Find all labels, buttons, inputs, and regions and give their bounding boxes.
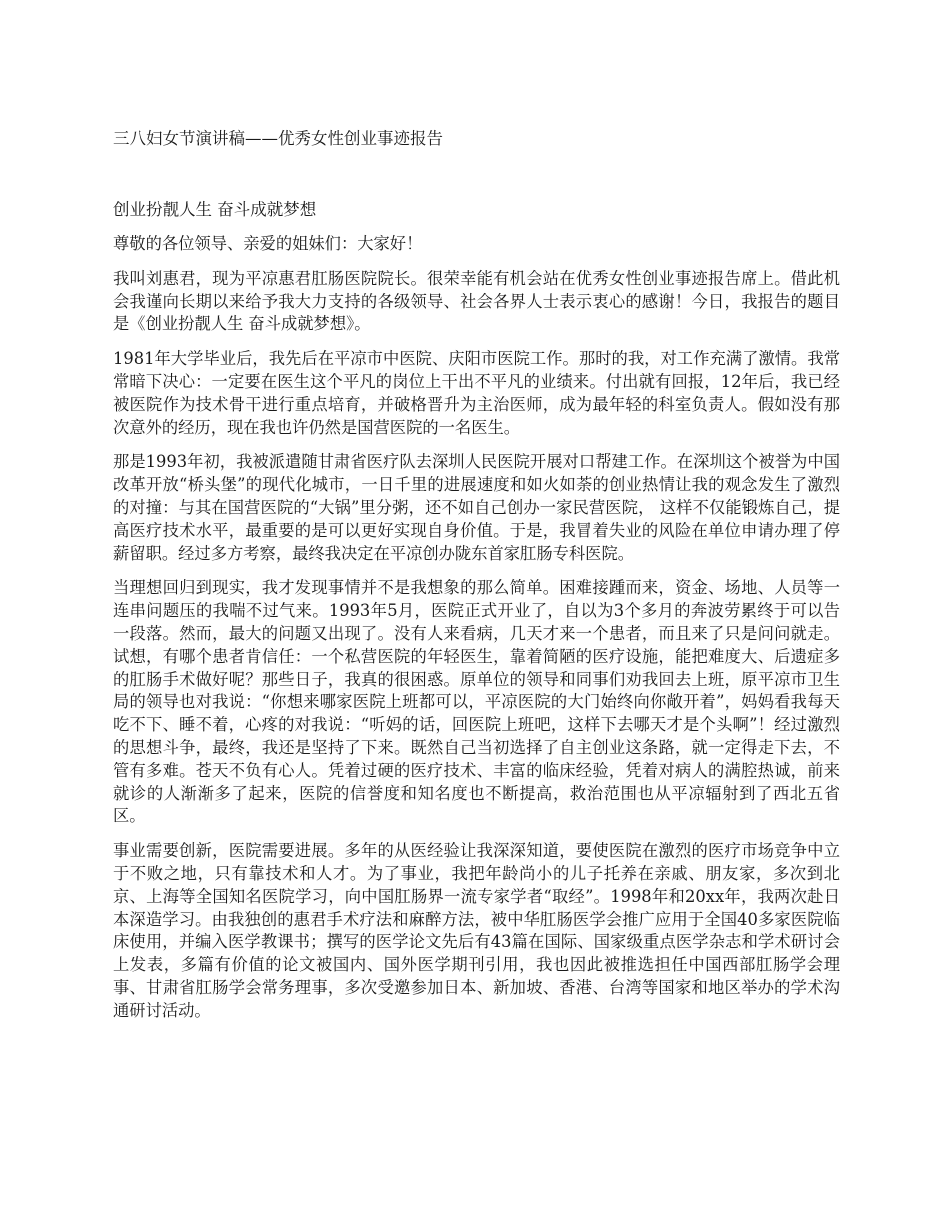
introduction-paragraph: 我叫刘惠君，现为平凉惠君肛肠医院院长。很荣幸能有机会站在优秀女性创业事迹报告席上。借此机会我谨向长期以来给予我大力支持的各级领导、社会各界人士表示衷心的感谢！今日，我报告的题目是《创业扮靓人生 奋斗成就梦想》。: [113, 268, 840, 334]
document-body: [113, 233, 840, 1035]
speech-subtitle: 创业扮靓人生 奋斗成就梦想: [113, 200, 317, 219]
shenzhen-paragraph: 那是1993年初，我被派遣随甘肃省医疗队去深圳人民医院开展对口帮建工作。在深圳这个被誉为中国改革开放“桥头堡”的现代化城市，一日千里的进展速度和如火如荼的创业热情让我的观念发生了激烈的对撞：与其在国营医院的“大锅”里分粥，还不如自己创办一家民营医院， 这样不仅能锻炼自己，提高医疗技术水平，最重要的是可以更好实现自身价值。于是，我冒着失业的风险在单位申请办理了停薪留职。经过多方考察，最终我决定在平凉创办陇东首家肛肠专科医院。: [113, 452, 840, 563]
innovation-paragraph: 事业需要创新，医院需要进展。多年的从医经验让我深深知道，要使医院在激烈的医疗市场竞争中立于不败之地，只有靠技术和人才。为了事业，我把年龄尚小的儿子托养在亲戚、朋友家，多次到北京、上海等全国知名医院学习，向中国肛肠界一流专家学者“取经”。1998年和20xx年，我两次赴日本深造学习。由我独创的惠君手术疗法和麻醉方法，被中华肛肠医学会推广应用于全国40多家医院临床使用，并编入医学教课书；撰写的医学论文先后有43篇在国际、国家级重点医学杂志和学术研讨会上发表，多篇有价值的论文被国内、国外医学期刊引用，我也因此被推选担任中国西部肛肠学会理事、甘肃省肛肠学会常务理事，多次受邀参加日本、新加坡、香港、台湾等国家和地区举办的学术沟通研讨活动。: [113, 841, 840, 1020]
early-career-paragraph: 1981年大学毕业后，我先后在平凉市中医院、庆阳市医院工作。那时的我，对工作充满了激情。我常常暗下决心：一定要在医生这个平凡的岗位上干出不平凡的业绩来。付出就有回报，12年后，我已经被医院作为技术骨干进行重点培育，并破格晋升为主治医师，成为最年轻的科室负责人。假如没有那次意外的经历，现在我也许仍然是国营医院的一名医生。: [113, 349, 840, 437]
difficulties-paragraph: 当理想回归到现实，我才发现事情并不是我想象的那么简单。困难接踵而来，资金、场地、人员等一连串问题压的我喘不过气来。1993年5月，医院正式开业了，自以为3个多月的奔波劳累终于可以告一段落。然而，最大的问题又出现了。没有人来看病，几天才来一个患者，而且来了只是问问就走。试想，有哪个患者肯信任：一个私营医院的年轻医生，靠着简陋的医疗设施，能把难度大、后遗症多的肛肠手术做好呢？那些日子，我真的很困惑。原单位的领导和同事们劝我回去上班，原平凉市卫生局的领导也对我说：“你想来哪家医院上班都可以，平凉医院的大门始终向你敞开着”，妈妈看我每天吃不下、睡不着，心疼的对我说：“听妈的话，回医院上班吧，这样下去哪天才是个头啊”！经过激烈的思想斗争，最终，我还是坚持了下来。既然自己当初选择了自主创业这条路，就一定得走下去，不管有多难。苍天不负有心人。凭着过硬的医疗技术、丰富的临床经验，凭着对病人的满腔热诚，前来就诊的人渐渐多了起来，医院的信誉度和知名度也不断提高，救治范围也从平凉辐射到了西北五省区。: [113, 578, 840, 826]
greeting-paragraph: 尊敬的各位领导、亲爱的姐妹们：大家好！: [113, 234, 423, 253]
document-title: 三八妇女节演讲稿——优秀女性创业事迹报告: [113, 129, 443, 148]
